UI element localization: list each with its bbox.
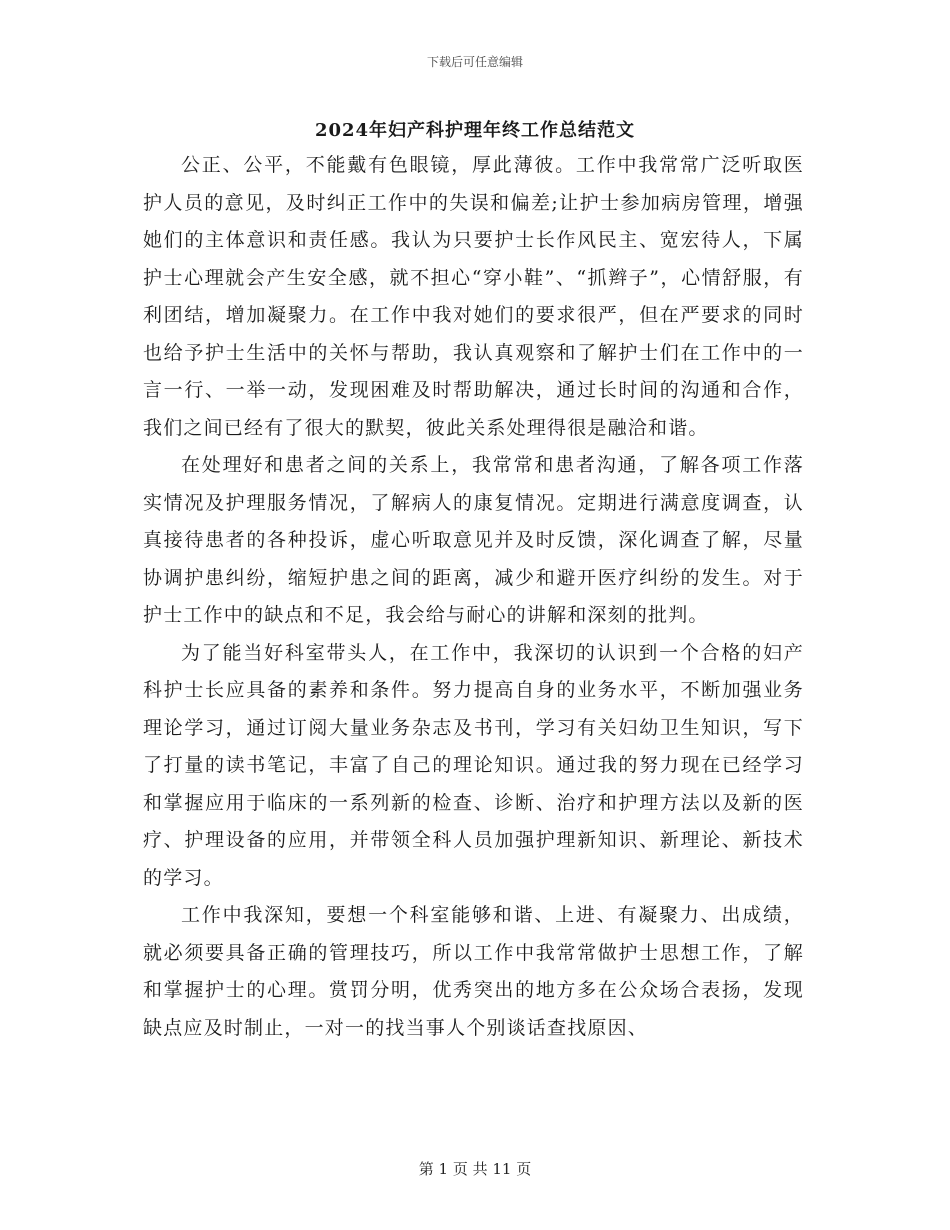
paragraph-2: 在处理好和患者之间的关系上，我常常和患者沟通，了解各项工作落实情况及护理服务情况，了解病人的康复情况。定期进行满意度调查，认真接待患者的各种投诉，虚心听取意见并及时反馈，深化调查了解，尽量协调护患纠纷，缩短护患之间的距离，减少和避开医疗纠纷的发生。对于护士工作中的缺点和不足，我会给与耐心的讲解和深刻的批判。 bbox=[143, 454, 804, 626]
header-note: 下载后可任意编辑 bbox=[426, 55, 523, 69]
document-body bbox=[143, 147, 804, 1047]
paragraph-1: 公正、公平，不能戴有色眼镜，厚此薄彼。工作中我常常广泛听取医护人员的意见，及时纠正工作中的失误和偏差;让护士参加病房管理，增强她们的主体意识和责任感。我认为只要护士长作风民主、宽宏待人，下属护士心理就会产生安全感，就不担心“穿小鞋”、“抓辫子”，心情舒服，有利团结，增加凝聚力。在工作中我对她们的要求很严，但在严要求的同时也给予护士生活中的关怀与帮助，我认真观察和了解护士们在工作中的一言一行、一举一动，发现困难及时帮助解决，通过长时间的沟通和合作，我们之间已经有了很大的默契，彼此关系处理得很是融洽和谐。 bbox=[143, 154, 804, 439]
page-number: 第 1 页 共 11 页 bbox=[418, 1160, 532, 1178]
paragraph-4: 工作中我深知，要想一个科室能够和谐、上进、有凝聚力、出成绩，就必须要具备正确的管理技巧，所以工作中我常常做护士思想工作，了解和掌握护士的心理。赏罚分明，优秀突出的地方多在公众场合表扬，发现缺点应及时制止，一对一的找当事人个别谈话查找原因、 bbox=[143, 904, 804, 1039]
document-title: 2024年妇产科护理年终工作总结范文 bbox=[314, 120, 636, 141]
paragraph-3: 为了能当好科室带头人，在工作中，我深切的认识到一个合格的妇产科护士长应具备的素养和条件。努力提高自身的业务水平，不断加强业务理论学习，通过订阅大量业务杂志及书刊，学习有关妇幼卫生知识，写下了打量的读书笔记，丰富了自己的理论知识。通过我的努力现在已经学习和掌握应用于临床的一系列新的检查、诊断、治疗和护理方法以及新的医疗、护理设备的应用，并带领全科人员加强护理新知识、新理论、新技术的学习。 bbox=[143, 641, 804, 889]
